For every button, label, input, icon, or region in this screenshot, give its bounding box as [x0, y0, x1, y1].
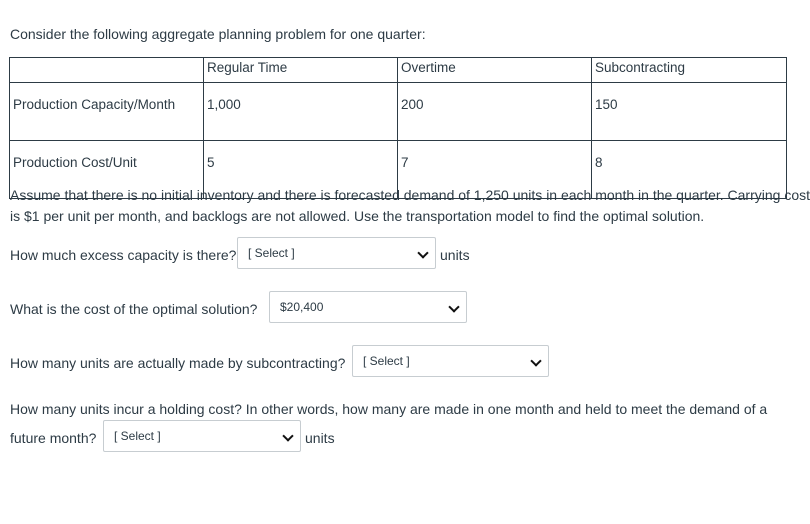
- chevron-down-icon: [530, 355, 541, 366]
- question-subcontracting: How many units are actually made by subcontracting?: [10, 355, 346, 371]
- table-cell: Production Capacity/Month: [10, 83, 204, 141]
- holding-cost-select[interactable]: [103, 420, 301, 452]
- chevron-down-icon: [417, 247, 428, 258]
- select-value: $20,400: [280, 300, 324, 314]
- table-cell: 150: [592, 83, 787, 141]
- table-cell: 5: [204, 141, 398, 199]
- question-excess-capacity: How much excess capacity is there?: [10, 247, 237, 263]
- planning-table: [9, 57, 787, 199]
- optimal-cost-select[interactable]: [269, 291, 467, 323]
- table-row: [10, 83, 787, 141]
- select-value: [ Select ]: [114, 429, 161, 443]
- units-label: units: [440, 247, 470, 263]
- question-holding-cost: How many units incur a holding cost? In other words, how many are made in one month and held to meet the demand of a: [10, 401, 768, 417]
- table-header-cell: [10, 58, 204, 83]
- question-holding-cost-cont: future month?: [10, 430, 97, 446]
- table-cell: 8: [592, 141, 787, 199]
- table-cell: 200: [398, 83, 592, 141]
- chevron-down-icon: [448, 301, 459, 312]
- table-cell: Production Cost/Unit: [10, 141, 204, 199]
- table-header-row: [10, 58, 787, 83]
- select-value: [ Select ]: [363, 354, 410, 368]
- table-header-cell: Regular Time: [204, 58, 398, 83]
- table-header-cell: Subcontracting: [592, 58, 787, 83]
- table-cell: 1,000: [204, 83, 398, 141]
- intro-text: Consider the following aggregate planning problem for one quarter:: [10, 26, 426, 42]
- chevron-down-icon: [282, 430, 293, 441]
- subcontracting-select[interactable]: [352, 345, 549, 377]
- units-label: units: [305, 430, 335, 446]
- table-cell: 7: [398, 141, 592, 199]
- excess-capacity-select[interactable]: [237, 237, 436, 269]
- question-optimal-cost: What is the cost of the optimal solution?: [10, 301, 258, 317]
- select-value: [ Select ]: [248, 246, 295, 260]
- table-header-cell: Overtime: [398, 58, 592, 83]
- problem-paragraph: Assume that there is no initial inventory and there is forecasted demand of 1,250 units in each month in the quarter. Carrying cost is $1 per unit per month, and backlogs are not allowed. Use the transportation model to find the optimal solution.: [10, 187, 810, 224]
